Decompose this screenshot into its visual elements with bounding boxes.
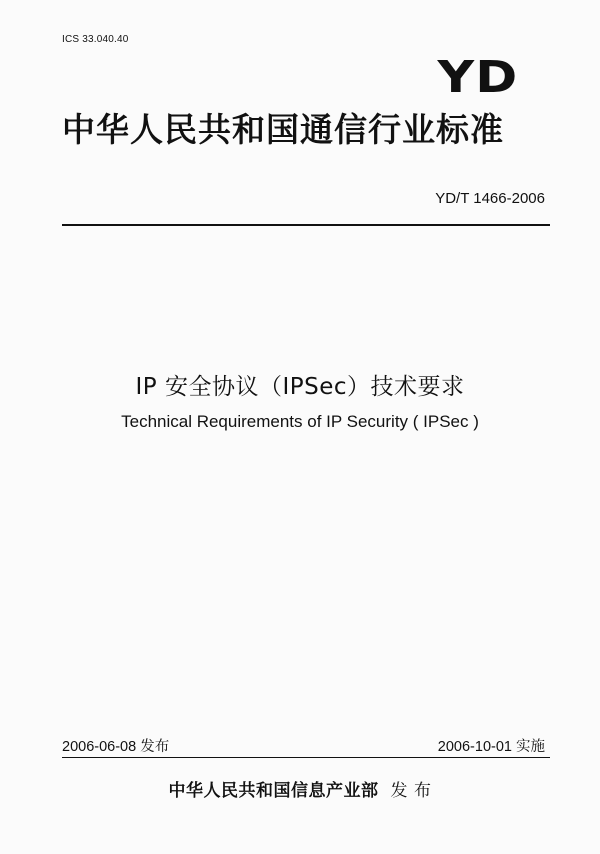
standard-number: YD/T 1466-2006 [435,190,545,207]
implementation-date: 2006-10-01 实施 [437,739,545,755]
ics-code: ICS 33.040.40 [62,34,129,45]
publisher-suffix: 发 布 [390,781,432,801]
yd-logo: YD [437,52,518,103]
header-divider [62,224,550,226]
publisher-name: 中华人民共和国信息产业部 [168,781,379,801]
publisher-line [0,776,600,801]
document-title-english: Technical Requirements of IP Security ( IPSec ) [121,412,479,431]
standard-category-title: 中华人民共和国通信行业标准 [62,110,504,149]
document-title-chinese: IP 安全协议（IPSec）技术要求 [135,374,465,400]
footer-divider [62,757,550,758]
issue-date: 2006-06-08 发布 [62,739,170,755]
